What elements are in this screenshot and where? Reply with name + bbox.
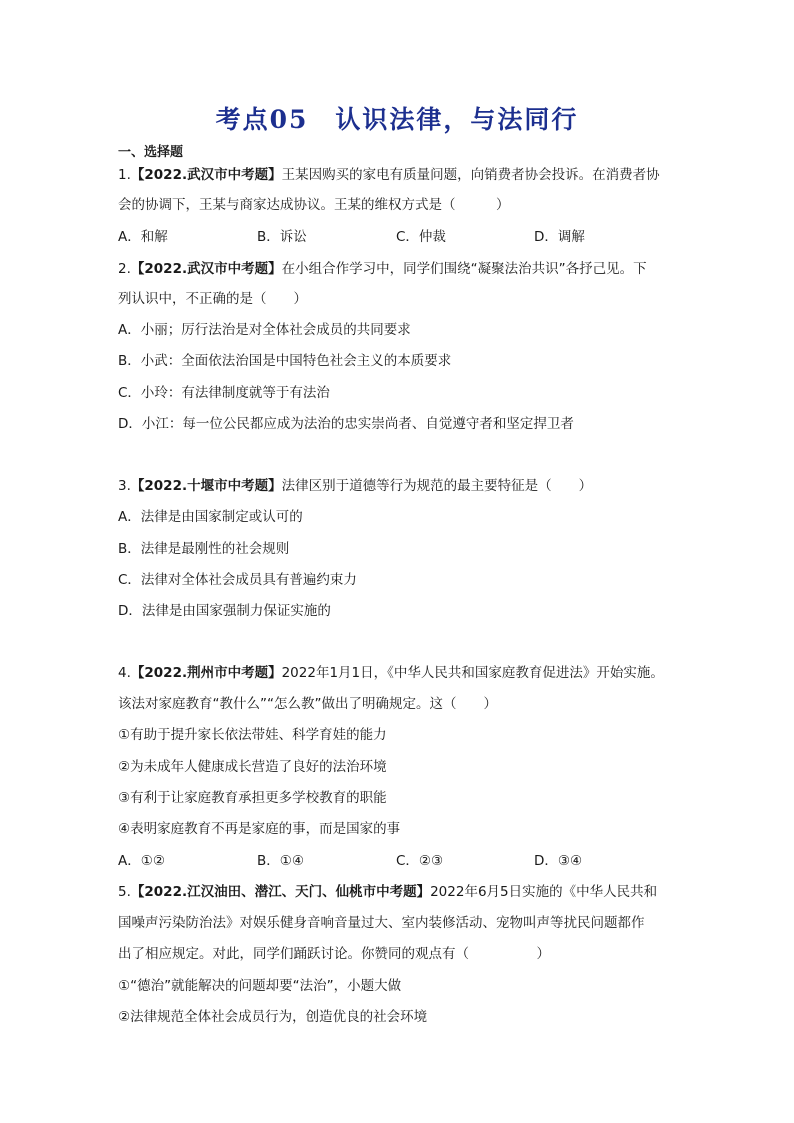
statement-2: ②为未成年人健康成长营造了良好的法治环境 [118, 759, 387, 775]
question-text: 在小组合作学习中，同学们围绕“凝聚法治共识”各抒己见。下 [281, 261, 647, 277]
question-source: 【2022.武汉市中考题】 [130, 167, 282, 183]
question-text: 王某因购买的家电有质量问题，向销费者协会投诉。在消费者协 [281, 167, 660, 183]
question-source: 【2022.十堰市中考题】 [130, 478, 282, 494]
question-source: 【2022.荆州市中考题】 [130, 665, 282, 681]
option-d: D．③④ [534, 853, 583, 869]
question-2-stem [118, 259, 647, 279]
option-c: C．法律对全体社会成员具有普遍约束力 [118, 572, 357, 588]
option-d: D．调解 [534, 229, 585, 245]
option-b: B．诉讼 [257, 229, 307, 245]
question-number: 4. [118, 665, 131, 681]
question-number: 1. [118, 167, 131, 183]
statement-1: ①“德治”就能解决的问题却要“法治”，小题大做 [118, 978, 402, 994]
statement-2: ②法律规范全体社会成员行为，创造优良的社会环境 [118, 1009, 428, 1025]
question-2-stem-cont: 列认识中，不正确的是（ ） [118, 291, 307, 307]
question-1-stem-cont: 会的协调下，王某与商家达成协议。王某的维权方式是（ ） [118, 197, 510, 213]
statement-3: ③有利于让家庭教育承担更多学校教育的职能 [118, 790, 387, 806]
question-number: 2. [118, 261, 131, 277]
option-c: C．②③ [396, 853, 444, 869]
option-d: D．法律是由国家强制力保证实施的 [118, 603, 331, 619]
option-b: B．①④ [257, 853, 304, 869]
question-5-stem [118, 882, 657, 902]
question-source: 【2022.江汉油田、潜江、天门、仙桃市中考题】 [130, 884, 431, 900]
question-3-stem [118, 476, 592, 496]
option-a: A．法律是由国家制定或认可的 [118, 509, 303, 525]
option-c: C．小玲：有法律制度就等于有法治 [118, 385, 330, 401]
question-text: 法律区别于道德等行为规范的最主要特征是（ ） [281, 478, 593, 494]
option-a: A．①② [118, 853, 165, 869]
question-4-stem-cont: 该法对家庭教育“教什么”“怎么教”做出了明确规定。这（ ） [118, 696, 497, 712]
question-source: 【2022.武汉市中考题】 [130, 261, 282, 277]
question-5-stem-cont: 国噪声污染防治法》对娱乐健身音响音量过大、室内装修活动、宠物叫声等扰民问题都作 [118, 915, 645, 931]
question-number: 5. [118, 884, 131, 900]
option-b: B．法律是最刚性的社会规则 [118, 541, 290, 557]
option-b: B．小武：全面依法治国是中国特色社会主义的本质要求 [118, 353, 452, 369]
question-4-stem [118, 663, 664, 683]
option-a: A．小丽；厉行法治是对全体社会成员的共同要求 [118, 322, 411, 338]
page-title: 考点05 认识法律，与法同行 [215, 105, 579, 134]
question-text: 2022年1月1日，《中华人民共和国家庭教育促进法》开始实施。 [281, 665, 664, 681]
question-1-stem [118, 165, 660, 185]
option-a: A．和解 [118, 229, 168, 245]
statement-1: ①有助于提升家长依法带娃、科学育娃的能力 [118, 727, 387, 743]
question-number: 3. [118, 478, 131, 494]
section-heading: 一、选择题 [118, 145, 184, 160]
question-text: 2022年6月5日实施的《中华人民共和 [430, 884, 658, 900]
statement-4: ④表明家庭教育不再是家庭的事，而是国家的事 [118, 821, 401, 837]
option-d: D．小江：每一位公民都应成为法治的忠实崇尚者、自觉遵守者和坚定捍卫者 [118, 416, 574, 432]
question-5-stem-cont2: 出了相应规定。对此，同学们踊跃讨论。你赞同的观点有（ ） [118, 946, 550, 962]
option-c: C．仲裁 [396, 229, 446, 245]
